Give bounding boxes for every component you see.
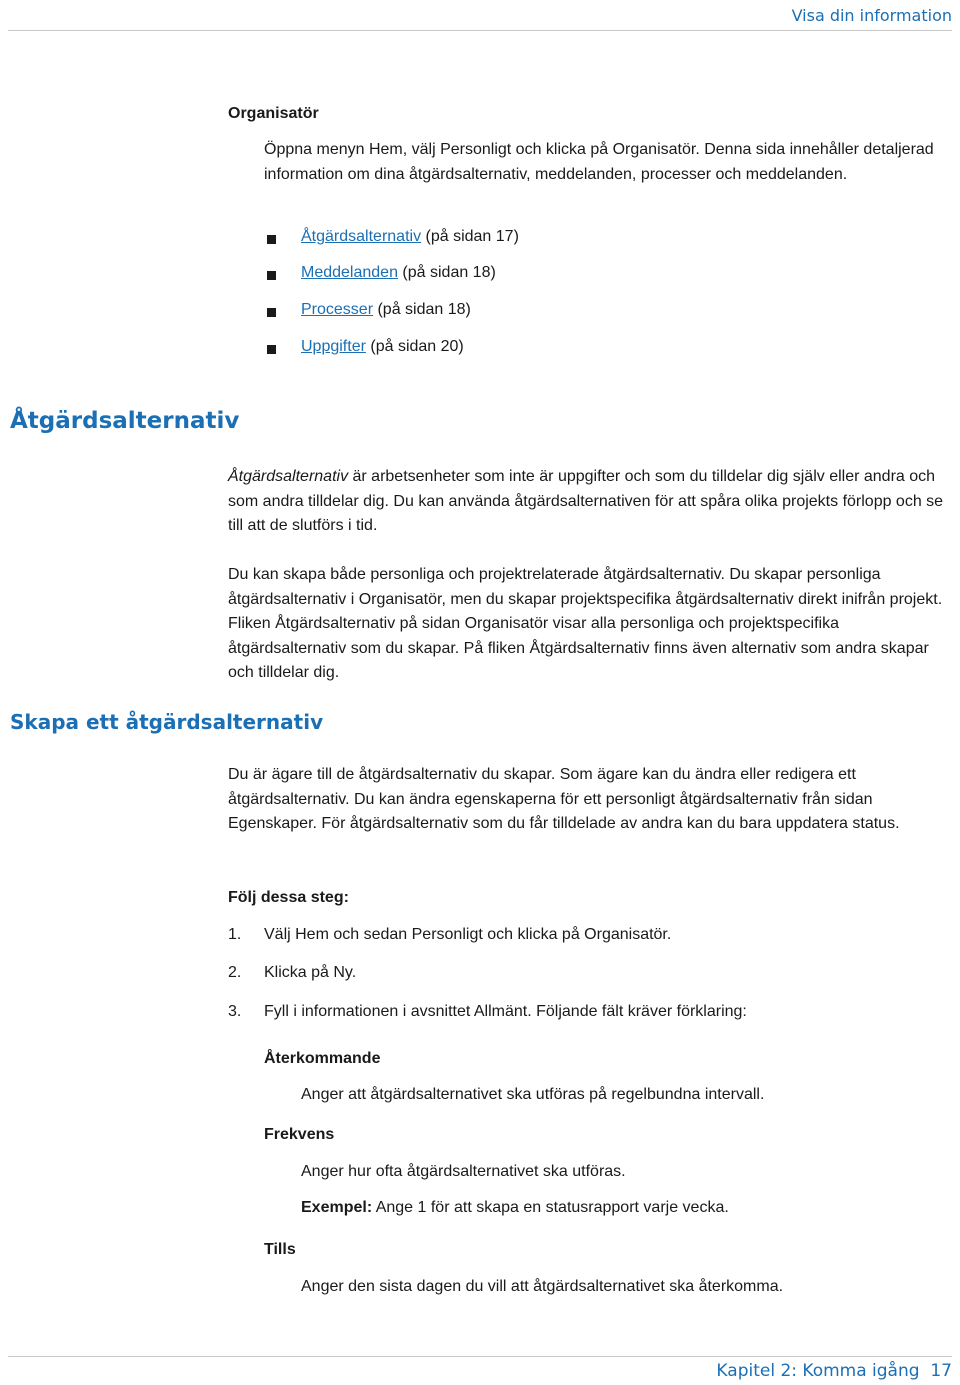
bullet-icon [267,235,276,244]
step-text: Välj Hem och sedan Personligt och klicka på Organisatör. [264,926,672,943]
section-heading-create-action-item: Skapa ett åtgärdsalternativ [10,710,324,734]
link-uppgifter[interactable]: Uppgifter [301,338,366,355]
field-def-frequency: Anger hur ofta åtgärdsalternativet ska utföras. [301,1163,626,1180]
bullet-icon [267,271,276,280]
organizer-title: Organisatör [228,105,319,122]
frequency-example: Exempel: Ange 1 för att skapa en statusrapport varje vecka. [301,1199,729,1216]
field-def-recurring: Anger att åtgärdsalternativet ska utföras på regelbundna intervall. [301,1086,765,1103]
list-item: Uppgifter (på sidan 20) [301,338,464,355]
step-text: Fyll i informationen i avsnittet Allmänt. Följande fält kräver förklaring: [264,1003,747,1020]
create-paragraph: Du är ägare till de åtgärdsalternativ du skapar. Som ägare kan du ändra eller redigera ett åtgärdsalternativ. Du kan ändra egenskaperna för ett personligt åtgärdsalternativ från sidan Egenskaper. För åtgärdsalternativ som du får tilldelade av andra kan du bara uppdatera status. [228,766,900,832]
footer-chapter: Kapitel 2: Komma igång [716,1361,920,1381]
bullet-icon [267,345,276,354]
field-term-until: Tills [264,1241,296,1258]
page-footer [716,1361,952,1381]
bullet-icon [267,308,276,317]
running-header: Visa din information [791,6,952,25]
step-number: 2. [228,964,242,981]
list-item: Meddelanden (på sidan 18) [301,264,496,281]
header-rule [8,30,952,31]
action-items-paragraph-2: Du kan skapa både personliga och projektrelaterade åtgärdsalternativ. Du skapar personliga åtgärdsalternativ i Organisatör, men du skapar projektspecifika åtgärdsalternativ direkt inifrån projekt. Fliken Åtgärdsalternativ på sidan Organisatör visar alla personliga och projektspecifika åtgärdsalternativ som du skapar. På fliken Åtgärdsalternativ finns även alternativ som andra skapar och tilldelar dig. [228,566,943,681]
steps-title: Följ dessa steg: [228,889,349,906]
link-meddelanden[interactable]: Meddelanden [301,264,398,281]
organizer-intro: Öppna menyn Hem, välj Personligt och klicka på Organisatör. Denna sida innehåller detaljerad information om dina åtgärdsalternativ, meddelanden, processer och meddelanden. [264,141,934,183]
list-item: Processer (på sidan 18) [301,301,471,318]
section-heading-action-items: Åtgärdsalternativ [10,408,240,434]
field-term-frequency: Frekvens [264,1126,335,1143]
field-def-until: Anger den sista dagen du vill att åtgärdsalternativet ska återkomma. [301,1278,784,1295]
action-items-paragraph-1: Åtgärdsalternativ är arbetsenheter som inte är uppgifter och som du tilldelar dig själv eller andra och som andra tilldelar dig. Du kan använda åtgärdsalternativen för att spåra olika projekts förlopp och se till att de slutförs i tid. [228,468,944,534]
step-number: 1. [228,926,242,943]
step-text: Klicka på Ny. [264,964,357,981]
footer-rule [8,1356,952,1357]
step-number: 3. [228,1003,242,1020]
list-item: Åtgärdsalternativ (på sidan 17) [301,228,519,245]
link-atgardsalternativ[interactable]: Åtgärdsalternativ [301,228,422,245]
field-term-recurring: Återkommande [264,1050,381,1067]
footer-page-number: 17 [930,1361,952,1381]
link-processer[interactable]: Processer [301,301,374,318]
